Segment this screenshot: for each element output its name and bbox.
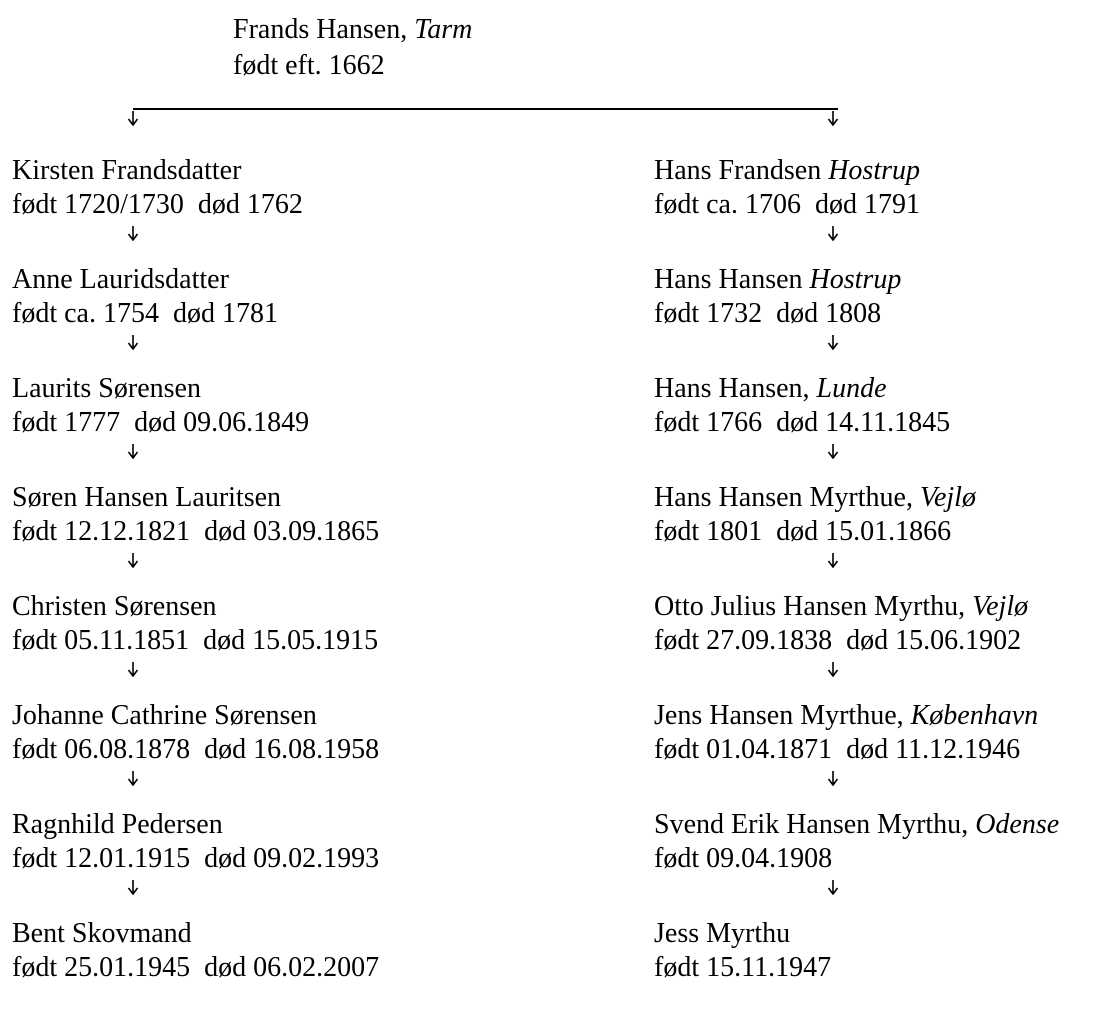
person-name: Johanne Cathrine Sørensen bbox=[12, 700, 317, 731]
person-dates: født 1777 død 09.06.1849 bbox=[12, 407, 310, 438]
person-dates: født 1720/1730 død 1762 bbox=[12, 189, 303, 220]
down-arrow-icon bbox=[827, 334, 839, 350]
root-dates: født eft. 1662 bbox=[233, 50, 385, 81]
person-name-line bbox=[12, 372, 532, 406]
person-dates: født 1801 død 15.01.1866 bbox=[654, 516, 952, 547]
person-name-line bbox=[12, 154, 532, 188]
person-name-line bbox=[12, 590, 532, 624]
person-name-line bbox=[12, 699, 532, 733]
down-arrow-icon bbox=[827, 770, 839, 786]
down-arrow-icon bbox=[127, 334, 139, 350]
name-separator: , bbox=[896, 700, 911, 731]
person-name-line bbox=[12, 481, 532, 515]
branch-line bbox=[133, 108, 838, 110]
down-arrow-icon bbox=[827, 110, 839, 126]
person-dates: født 12.12.1821 død 03.09.1865 bbox=[12, 516, 380, 547]
person-dates: født ca. 1754 død 1781 bbox=[12, 298, 278, 329]
person-entry bbox=[654, 481, 1120, 590]
person-name: Svend Erik Hansen Myrthu bbox=[654, 809, 962, 840]
person-entry bbox=[654, 263, 1120, 372]
person-place: Hostrup bbox=[809, 264, 902, 295]
name-separator: , bbox=[961, 809, 976, 840]
person-name: Hans Hansen bbox=[654, 373, 803, 404]
person-place: Odense bbox=[975, 809, 1060, 840]
person-name: Hans Hansen bbox=[654, 264, 803, 295]
person-name-line bbox=[654, 808, 1120, 842]
person-name-line bbox=[12, 808, 532, 842]
person-dates: født 05.11.1851 død 15.05.1915 bbox=[12, 625, 379, 656]
person-name: Anne Lauridsdatter bbox=[12, 264, 229, 295]
person-name-line bbox=[654, 481, 1120, 515]
name-separator: , bbox=[802, 373, 817, 404]
down-arrow-icon bbox=[827, 443, 839, 459]
person-name: Jens Hansen Myrthue bbox=[654, 700, 897, 731]
person-name-line bbox=[12, 263, 532, 297]
person-name-line bbox=[654, 590, 1120, 624]
person-entry bbox=[654, 590, 1120, 699]
person-dates: født 06.08.1878 død 16.08.1958 bbox=[12, 734, 380, 765]
person-place: Hostrup bbox=[828, 155, 920, 186]
person-entry bbox=[654, 372, 1120, 481]
person-dates: født 25.01.1945 død 06.02.2007 bbox=[12, 952, 380, 983]
person-name-line bbox=[654, 699, 1120, 733]
person-name: Bent Skovmand bbox=[12, 918, 192, 949]
person-dates: født 15.11.1947 bbox=[654, 952, 832, 983]
name-separator bbox=[803, 264, 810, 295]
person-name: Laurits Sørensen bbox=[12, 373, 201, 404]
person-entry bbox=[654, 917, 1120, 1026]
person-name: Søren Hansen Lauritsen bbox=[12, 482, 282, 513]
person-place: København bbox=[910, 700, 1039, 731]
person-place: Lunde bbox=[816, 373, 887, 404]
person-dates: født ca. 1706 død 1791 bbox=[654, 189, 920, 220]
down-arrow-icon bbox=[827, 552, 839, 568]
person-name-line bbox=[12, 917, 532, 951]
root-name-line: Frands Hansen, Tarm bbox=[233, 14, 473, 45]
down-arrow-icon bbox=[127, 879, 139, 895]
person-name: Ragnhild Pedersen bbox=[12, 809, 223, 840]
name-separator: , bbox=[905, 482, 920, 513]
down-arrow-icon bbox=[127, 770, 139, 786]
person-name: Jess Myrthu bbox=[654, 918, 791, 949]
down-arrow-icon bbox=[827, 879, 839, 895]
root-name: Frands Hansen bbox=[233, 14, 401, 45]
left-lineage bbox=[12, 154, 532, 1026]
root-person bbox=[233, 12, 472, 84]
person-entry bbox=[12, 372, 532, 481]
person-name: Otto Julius Hansen Myrthu bbox=[654, 591, 959, 622]
person-entry bbox=[12, 699, 532, 808]
person-dates: født 27.09.1838 død 15.06.1902 bbox=[654, 625, 1022, 656]
person-name: Hans Hansen Myrthue bbox=[654, 482, 906, 513]
person-name-line bbox=[654, 154, 1120, 188]
person-name-line bbox=[654, 372, 1120, 406]
root-place: Tarm bbox=[414, 14, 473, 45]
down-arrow-icon bbox=[127, 110, 139, 126]
person-entry bbox=[654, 808, 1120, 917]
person-name: Kirsten Frandsdatter bbox=[12, 155, 242, 186]
down-arrow-icon bbox=[127, 225, 139, 241]
person-dates: født 12.01.1915 død 09.02.1993 bbox=[12, 843, 380, 874]
person-place: Vejlø bbox=[972, 591, 1029, 622]
person-entry bbox=[654, 154, 1120, 263]
person-entry bbox=[12, 481, 532, 590]
down-arrow-icon bbox=[827, 225, 839, 241]
person-name: Christen Sørensen bbox=[12, 591, 217, 622]
person-dates: født 1732 død 1808 bbox=[654, 298, 882, 329]
person-entry bbox=[12, 917, 532, 1026]
person-name-line bbox=[654, 263, 1120, 297]
down-arrow-icon bbox=[127, 443, 139, 459]
down-arrow-icon bbox=[827, 661, 839, 677]
right-lineage bbox=[654, 154, 1120, 1026]
person-dates: født 01.04.1871 død 11.12.1946 bbox=[654, 734, 1021, 765]
person-entry bbox=[12, 154, 532, 263]
down-arrow-icon bbox=[127, 661, 139, 677]
person-entry bbox=[12, 263, 532, 372]
person-entry bbox=[12, 808, 532, 917]
person-entry bbox=[654, 699, 1120, 808]
person-entry bbox=[12, 590, 532, 699]
person-dates: født 09.04.1908 bbox=[654, 843, 833, 874]
person-name-line bbox=[654, 917, 1120, 951]
person-name: Hans Frandsen bbox=[654, 155, 822, 186]
name-separator: , bbox=[958, 591, 973, 622]
person-dates: født 1766 død 14.11.1845 bbox=[654, 407, 951, 438]
person-place: Vejlø bbox=[919, 482, 976, 513]
down-arrow-icon bbox=[127, 552, 139, 568]
